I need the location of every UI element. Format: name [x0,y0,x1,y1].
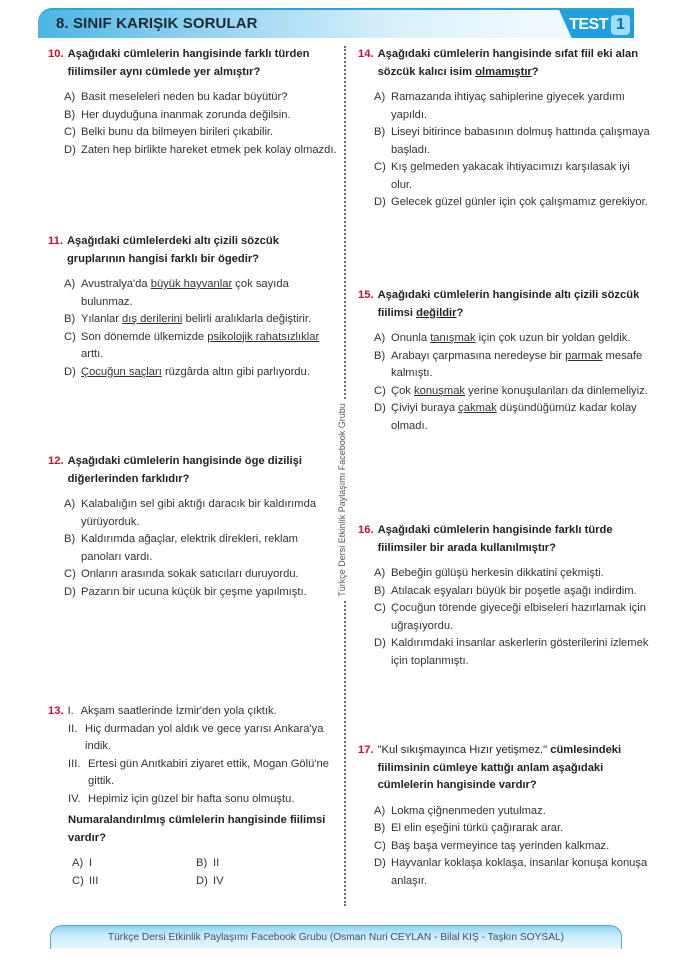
underlined-phrase: konuşmak [414,384,466,397]
question-stem: Numaralandırılmış cümlelerin hangisinde fiilimsi vardır? [68,814,326,844]
footer-credits: Türkçe Dersi Etkinlik Paylaşımı Facebook Grubu (Osman Nuri CEYLAN - Bilal KIŞ - Taşkın SOYSAL) [107,932,565,943]
question-number: 14. [358,48,374,60]
option-letter: C) [374,839,386,852]
option-d[interactable] [374,400,650,435]
option-b[interactable] [374,348,650,383]
stem-text-post: ? [456,306,464,319]
option-text: Kaldırımda ağaçlar, elektrik direkleri, reklam panoları vardı. [81,533,298,563]
option-text: Gelecek güzel günler için çok çalışmamız gerekiyor. [391,196,648,208]
option-text-post: arttı. [81,348,104,360]
option-letter: B) [196,857,208,869]
option-letter: B) [374,584,386,597]
option-b[interactable] [196,855,320,873]
question-stem: Aşağıdaki cümlelerdeki altı çizili sözcük gruplarının hangisi farklı bir ögedir? [66,235,279,265]
underlined-phrase: parmak [565,349,603,362]
option-letter: C) [374,602,386,614]
option-letter: C) [64,568,76,580]
underlined-phrase: dış derilerini [122,313,183,325]
option-a[interactable] [64,276,340,311]
option-a[interactable] [64,89,340,107]
option-letter: C) [374,161,386,173]
question-14 [358,46,650,212]
option-text: Lokma çiğnenmeden yutulmaz. [391,804,546,817]
option-c[interactable] [64,124,340,142]
option-text: Çocuğun törende giyeceği elbiseleri hazırlamak için uğraşıyordu. [391,602,646,632]
question-15 [358,287,650,435]
question-number: 17. [358,744,374,756]
option-b[interactable] [64,531,340,566]
option-b[interactable] [374,583,650,601]
option-letter: B) [64,108,76,121]
option-a[interactable] [374,89,650,124]
question-stem: Aşağıdaki cümlelerin hangisinde öge dizilişi diğerlerinden farklıdır? [67,455,302,485]
option-text-post: rüzgârda altın gibi parlıyordu. [161,365,310,378]
option-letter: A) [64,278,76,290]
option-letter: B) [374,349,386,362]
question-stem [378,46,650,81]
side-watermark-text: Türkçe Dersi Etkinlik Paylaşımı Facebook Grubu [337,399,347,601]
option-letter: A) [64,91,76,103]
stem-text-pre: Aşağıdaki cümlelerin hangisinde altı çizili sözcük fiilimsi [377,289,640,319]
statement-number: IV. [68,792,81,805]
option-text [81,311,340,329]
option-text: Atılacak eşyaları büyük bir poşetle aşağı indirdim. [391,584,637,597]
option-letter: B) [374,126,386,138]
options-list [48,496,340,601]
stem-text-pre: Aşağıdaki cümlelerin hangisinde sıfat fiil eki alan sözcük kalıcı isim [377,48,639,78]
test-number: 1 [611,15,630,35]
numbered-statements [68,703,340,721]
option-text-pre: Onunla [391,332,431,344]
statement-3 [68,756,340,791]
option-text-post: mesafe kalmıştı. [391,349,643,379]
option-text-pre: Avustralya'da [81,278,151,290]
option-text: Her duyduğuna inanmak zorunda değilsin. [81,108,291,121]
option-text [391,400,650,435]
option-letter: A) [72,857,84,869]
option-c[interactable] [72,873,196,891]
page-header [38,8,634,38]
option-letter: B) [64,313,76,325]
option-text-pre: Arabayı çarpmasına neredeyse bir [391,349,566,362]
option-c[interactable] [64,566,340,584]
option-text: Bebeğin gülüşü herkesin dikkatini çekmişti. [391,567,604,579]
option-letter: B) [64,533,76,545]
option-text: III [89,874,99,887]
option-b[interactable] [64,107,340,125]
option-c[interactable] [374,383,650,401]
page-footer [50,925,622,949]
underlined-phrase: psikolojik rahatsızlıklar [207,330,320,343]
option-b[interactable] [374,820,650,838]
option-text: Ramazanda ihtiyaç sahiplerine giyecek yardımı yapıldı. [391,91,625,121]
question-number: 13. [48,705,64,717]
question-number: 15. [358,289,374,301]
question-stem: Aşağıdaki cümlelerin hangisinde farklı türden fiilimsiler aynı cümlede yer almıştır? [67,48,310,78]
option-letter: D) [64,585,76,598]
option-text: Belki bunu da bilmeyen birileri çıkabilir. [81,126,274,138]
option-letter: C) [64,126,76,138]
option-text: I [89,857,93,869]
option-d[interactable] [64,584,340,602]
option-text: Zaten hep birlikte hareket etmek pek kolay olmazdı. [81,143,337,156]
page-title: 8. SINIF KARIŞIK SORULAR [56,15,258,32]
option-text-pre: Yılanlar [81,313,123,325]
option-text [391,348,650,383]
option-text-pre: Çok [391,384,415,397]
options-list [48,89,340,159]
option-letter: B) [374,822,386,834]
test-label: TEST [569,16,608,33]
option-text-post: yerine konuşulanları da dinlemeliyiz. [465,384,648,397]
option-text: IV [213,874,224,887]
option-a[interactable] [374,803,650,821]
option-text: Basit meseleleri neden bu kadar büyütür? [81,91,288,103]
option-letter: A) [374,567,386,579]
underlined-phrase: Çocuğun saçları [81,365,162,378]
option-a[interactable] [64,496,340,531]
option-letter: D) [64,143,76,156]
underlined-phrase: büyük hayvanlar [150,278,233,290]
option-a[interactable] [72,855,196,873]
statement-1 [68,703,340,721]
option-text-pre: Çiviyi buraya [391,402,459,414]
proverb-quote: "Kul sıkışmayınca Hızır yetişmez." [377,744,548,756]
option-text: Kalabalığın sel gibi aktığı daracık bir kaldırımda yürüyorduk. [81,498,317,528]
option-d[interactable] [196,873,320,891]
option-text [81,329,340,364]
options-list [358,89,650,212]
question-10 [48,46,340,159]
underlined-phrase: olmamıştır [475,65,532,78]
option-text-pre: Son dönemde ülkemizde [81,330,208,343]
options-list [358,803,650,891]
question-number: 16. [358,524,374,536]
statement-number: III. [68,757,81,770]
option-letter: D) [374,402,386,414]
underlined-phrase: çakmak [458,402,497,414]
statement-number: II. [68,722,78,735]
option-letter: C) [72,874,84,887]
option-text: Kaldırımdaki insanlar askerlerin gösterilerini izlemek için toplanmıştı. [391,637,649,667]
option-letter: D) [374,196,386,208]
option-letter: D) [374,637,386,649]
option-text-post: belirli aralıklarla değiştirir. [182,313,312,325]
options-list [48,276,340,381]
statement-4 [68,791,340,809]
option-text: Pazarın bir ucuna küçük bir çeşme yapılmıştı. [81,585,307,598]
question-number: 10. [48,48,64,60]
question-11 [48,233,340,381]
option-c[interactable] [64,329,340,364]
statement-2 [68,721,340,756]
option-text: Liseyi bitirince babasının dolmuş hattında çalışmaya başladı. [391,126,650,156]
options-list [358,330,650,435]
question-13 [48,703,340,890]
underlined-phrase: değildir [416,306,457,319]
question-number: 12. [48,455,64,467]
question-16 [358,522,650,670]
option-text: Kış gelmeden yakacak ihtiyacımızı karşılasak iyi olur. [391,161,630,191]
option-b[interactable] [64,311,340,329]
statement-text: Akşam saatlerinde İzmir'den yola çıktık. [80,705,277,717]
option-letter: A) [64,498,76,510]
option-c[interactable] [374,600,650,635]
option-text: Baş başa vermeyince taş yerinden kalkmaz. [391,839,610,852]
option-text [391,330,650,348]
stem-text-post: ? [531,65,539,78]
option-letter: C) [374,384,386,397]
option-letter: A) [374,332,386,344]
statement-number: I. [67,705,74,717]
option-letter: D) [64,365,76,378]
option-text [391,383,650,401]
option-d[interactable] [64,142,340,160]
option-letter: D) [196,874,208,887]
statement-text: Hepimiz için güzel bir hafta sonu olmuştu. [88,792,295,805]
question-stem [378,287,650,322]
option-a[interactable] [374,330,650,348]
option-c[interactable] [374,838,650,856]
question-stem [378,742,650,795]
option-text: El elin eşeğini türkü çağırarak arar. [391,822,564,834]
option-text: Hayvanlar koklaşa koklaşa, insanlar konuşa konuşa anlaşır. [391,857,648,887]
option-letter: A) [374,804,386,817]
option-d[interactable] [374,855,650,890]
underlined-phrase: tanışmak [430,332,476,344]
option-letter: D) [374,857,386,869]
option-text-post: çok sayıda bulunmaz. [81,278,289,308]
stem-text-rest: cümlesindeki fiilimsinin cümleye kattığı anlam aşağıdaki cümlelerin hangisinde vardır? [377,744,622,791]
options-grid [48,855,340,890]
statement-text: Hiç durmadan yol aldık ve gece yarısı Ankara'ya indik. [85,722,324,752]
option-d[interactable] [64,364,340,382]
option-text-post: düşündüğümüz kadar kolay olmadı. [391,402,637,432]
option-d[interactable] [374,194,650,212]
option-d[interactable] [374,635,650,670]
question-12 [48,453,340,601]
options-list [358,565,650,670]
option-text [81,364,340,382]
option-b[interactable] [374,124,650,159]
question-stem: Aşağıdaki cümlelerin hangisinde farklı türde fiilimsiler bir arada kullanılmıştır? [377,524,613,554]
statement-text: Ertesi gün Anıtkabiri ziyaret ettik, Mogan Gölü'ne gittik. [88,757,329,787]
option-a[interactable] [374,565,650,583]
option-text: II [213,857,220,869]
option-c[interactable] [374,159,650,194]
question-number: 11. [48,235,63,247]
question-17 [358,742,650,890]
option-text-post: için çok uzun bir yoldan geldik. [475,332,631,344]
option-text: Onların arasında sokak satıcıları duruyordu. [81,568,299,580]
option-letter: A) [374,91,386,103]
option-text [81,276,340,311]
numbered-statements-rest [48,721,340,809]
option-letter: C) [64,330,76,343]
